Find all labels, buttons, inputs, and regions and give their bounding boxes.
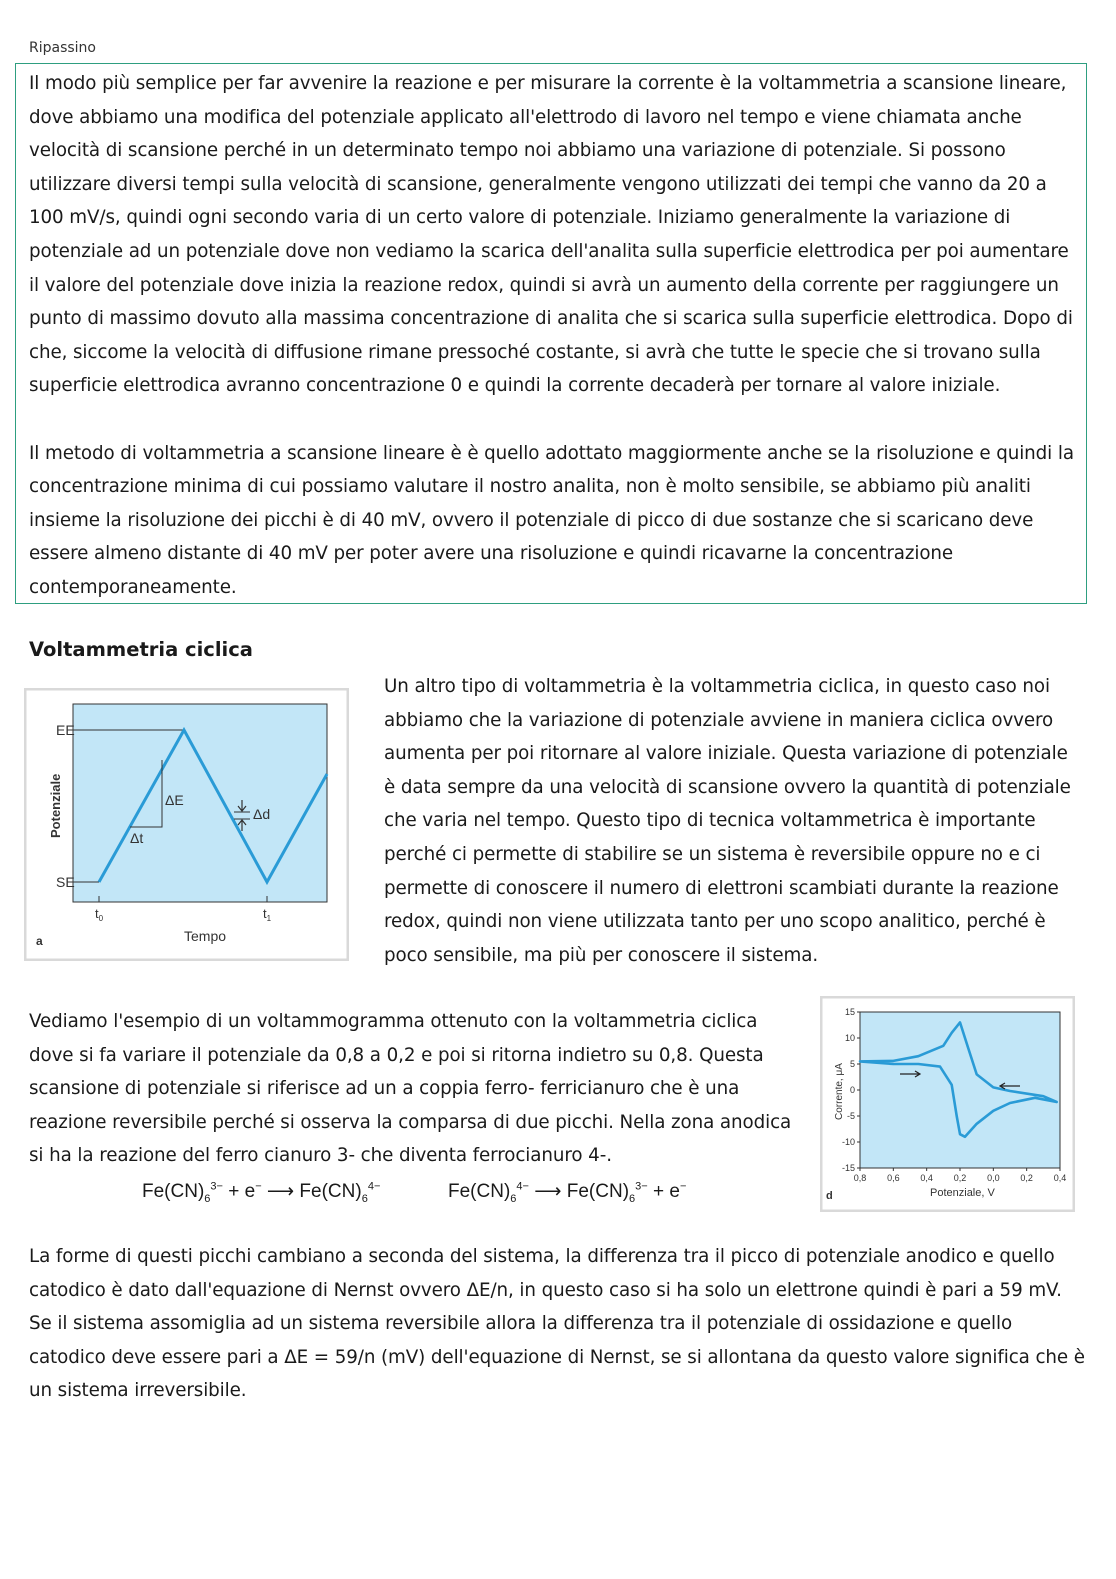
x-tick-label: 0,4 [920,1173,933,1183]
figure-d-voltammogram [820,996,1075,1212]
formula-plus-electron: + e [647,1181,680,1202]
formula-subscript: 6 [204,1192,211,1205]
formula-charge: 3− [635,1180,648,1193]
figure-a-t1-label: $t_1$ [263,906,272,923]
formula-plus-electron: + e [222,1181,256,1202]
formula-charge: 3− [210,1180,223,1193]
formula-charge: 4− [516,1180,529,1193]
summary-paragraph-2: Il metodo di voltammetria a scansione lineare è è quello adottato maggiormente anche se la risoluzione e quindi la concentrazione minima di cui possiamo valutare il nostro analita, non è molto sensibile, se abbiamo più analiti insieme la risoluzione dei picchi è di 40 mV, ovvero il potenziale di picco di due sostanze che si scaricano deve essere almeno distante di 40 mV per poter avere una risoluzione e quindi ricavarne la concentrazione contemporaneamente. [29,442,1074,598]
reaction-equations [142,1180,782,1214]
forme-text [29,1240,1089,1408]
x-tick-label: 0,8 [853,1173,867,1183]
y-tick-label: 15 [844,1007,855,1017]
y-tick-label: 5 [849,1059,855,1069]
figure-d-panel-label: d [826,1190,833,1202]
figure-a-t0-label: $t_0$ [95,906,104,923]
oxidation-equation [448,1180,686,1205]
section-title: Voltammetria ciclica [29,638,253,661]
formula-species: Fe(CN) [142,1181,205,1202]
figure-a-delta-d-label: Δd [253,806,271,822]
formula-species: Fe(CN) [448,1181,511,1202]
figure-a-delta-e-label: ΔE [165,792,184,808]
x-tick-label: 0,4 [1053,1173,1067,1183]
formula-subscript: 6 [629,1192,636,1205]
y-tick-label: 10 [844,1033,855,1043]
figure-a-ylabel: Potenziale [48,773,63,838]
formula-charge: − [679,1180,687,1193]
figure-a-plot-area [73,704,327,902]
page-header-label: Ripassino [29,40,96,56]
reaction-arrow-icon: ⟶ [528,1181,567,1202]
summary-paragraph-1: Il modo più semplice per far avvenire la reazione e per misurare la corrente è la voltammetria a scansione lineare, dove abbiamo una modifica del potenziale applicato all'elettrodo di lavoro nel tempo e viene chiamata anche velocità di scansione perché in un determinato tempo noi abbiamo una variazione di potenziale. Si possono utilizzare diversi tempi sulla velocità di scansione, generalmente vengono utilizzati dei tempi che vanno da 20 a 100 mV/s, quindi ogni secondo varia di un certo valore di potenziale. Iniziamo generalmente la variazione di potenziale ad un potenziale dove non vediamo la scarica dell'analita sulla superficie elettrodica per poi aumentare il valore del potenziale dove inizia la reazione redox, quindi si avrà un aumento della corrente per raggiungere un punto di massimo dovuto alla massima concentrazione di analita che si scarica sulla superficie elettrodica. Dopo di che, siccome la velocità di diffusione rimane pressoché costante, si avrà che tutte le specie che si trovano sulla superficie elettrodica avranno concentrazione 0 e quindi la corrente decaderà per tornare al valore iniziale. [29,73,1073,397]
reduction-equation [142,1180,380,1205]
reaction-arrow-icon: ⟶ [261,1181,300,1202]
ciclica-paragraph: Un altro tipo di voltammetria è la voltammetria ciclica, in questo caso noi abbiamo che la variazione di potenziale avviene in maniera ciclica ovvero aumenta per poi ritornare al valore iniziale. Questa variazione di potenziale è data sempre da una velocità di scansione ovvero la quantità di potenziale che varia nel tempo. Questo tipo di tecnica voltammetrica è importante perché ci permette di stabilire se un sistema è reversibile oppure no e ci permette di conoscere il numero di elettroni scambiati durante la reazione redox, quindi non viene utilizzata tanto per uno scopo analitico, perché è poco sensibile, ma più per conoscere il sistema. [384,676,1071,966]
y-tick-label: -15 [841,1163,855,1173]
formula-charge: 4− [367,1180,381,1193]
vediamo-paragraph: Vediamo l'esempio di un voltammogramma ottenuto con la voltammetria ciclica dove si fa variare il potenziale da 0,8 a 0,2 e poi si ritorna indietro su 0,8. Questa scansione di potenziale si riferisce ad un a coppia ferro- ferricianuro che è una reazione reversibile perché si osserva la comparsa di due picchi. Nella zona anodica si ha la reazione del ferro cianuro 3- che diventa ferrocianuro 4-. [29,1011,792,1167]
figure-a-waveform [24,688,349,961]
formula-charge: − [255,1180,262,1193]
figure-a-panel-label: a [36,934,43,948]
y-tick-label: -5 [846,1111,855,1121]
forme-paragraph: La forme di questi picchi cambiano a seconda del sistema, la differenza tra il picco di potenziale anodico e quello catodico è dato dall'equazione di Nernst ovvero ΔE/n, in questo caso si ha solo un elettrone quindi è pari a 59 mV. Se il sistema assomiglia ad un sistema reversibile allora la differenza tra il potenziale di ossidazione e quello catodico deve essere pari a ΔE = 59/n (mV) dell'equazione di Nernst, se si allontana da questo valore significa che è un sistema irreversibile. [29,1246,1085,1402]
figure-a-xlabel: Tempo [184,928,227,944]
figure-a-delta-t-label: Δt [130,830,144,846]
x-tick-label: 0,0 [987,1173,1000,1183]
figure-d-xlabel: Potenziale, V [930,1187,995,1199]
summary-text [29,67,1084,605]
figure-a-ee-label: EE [56,722,75,738]
formula-subscript: 6 [510,1192,517,1205]
x-tick-label: 0,6 [887,1173,900,1183]
formula-subscript: 6 [361,1192,368,1205]
formula-species: Fe(CN) [299,1181,362,1202]
x-tick-label: 0,2 [1020,1173,1033,1183]
formula-species: Fe(CN) [566,1181,630,1202]
figure-d-ylabel: Corrente, μA [834,1063,845,1120]
figure-a-se-label: SE [56,874,75,890]
y-tick-label: -10 [841,1137,855,1147]
summary-box [15,63,1087,604]
x-tick-label: 0,2 [953,1173,967,1183]
figure-d-plot-area [860,1012,1060,1168]
y-tick-label: 0 [849,1085,855,1095]
vediamo-text [29,1005,794,1173]
ciclica-text [384,670,1084,972]
